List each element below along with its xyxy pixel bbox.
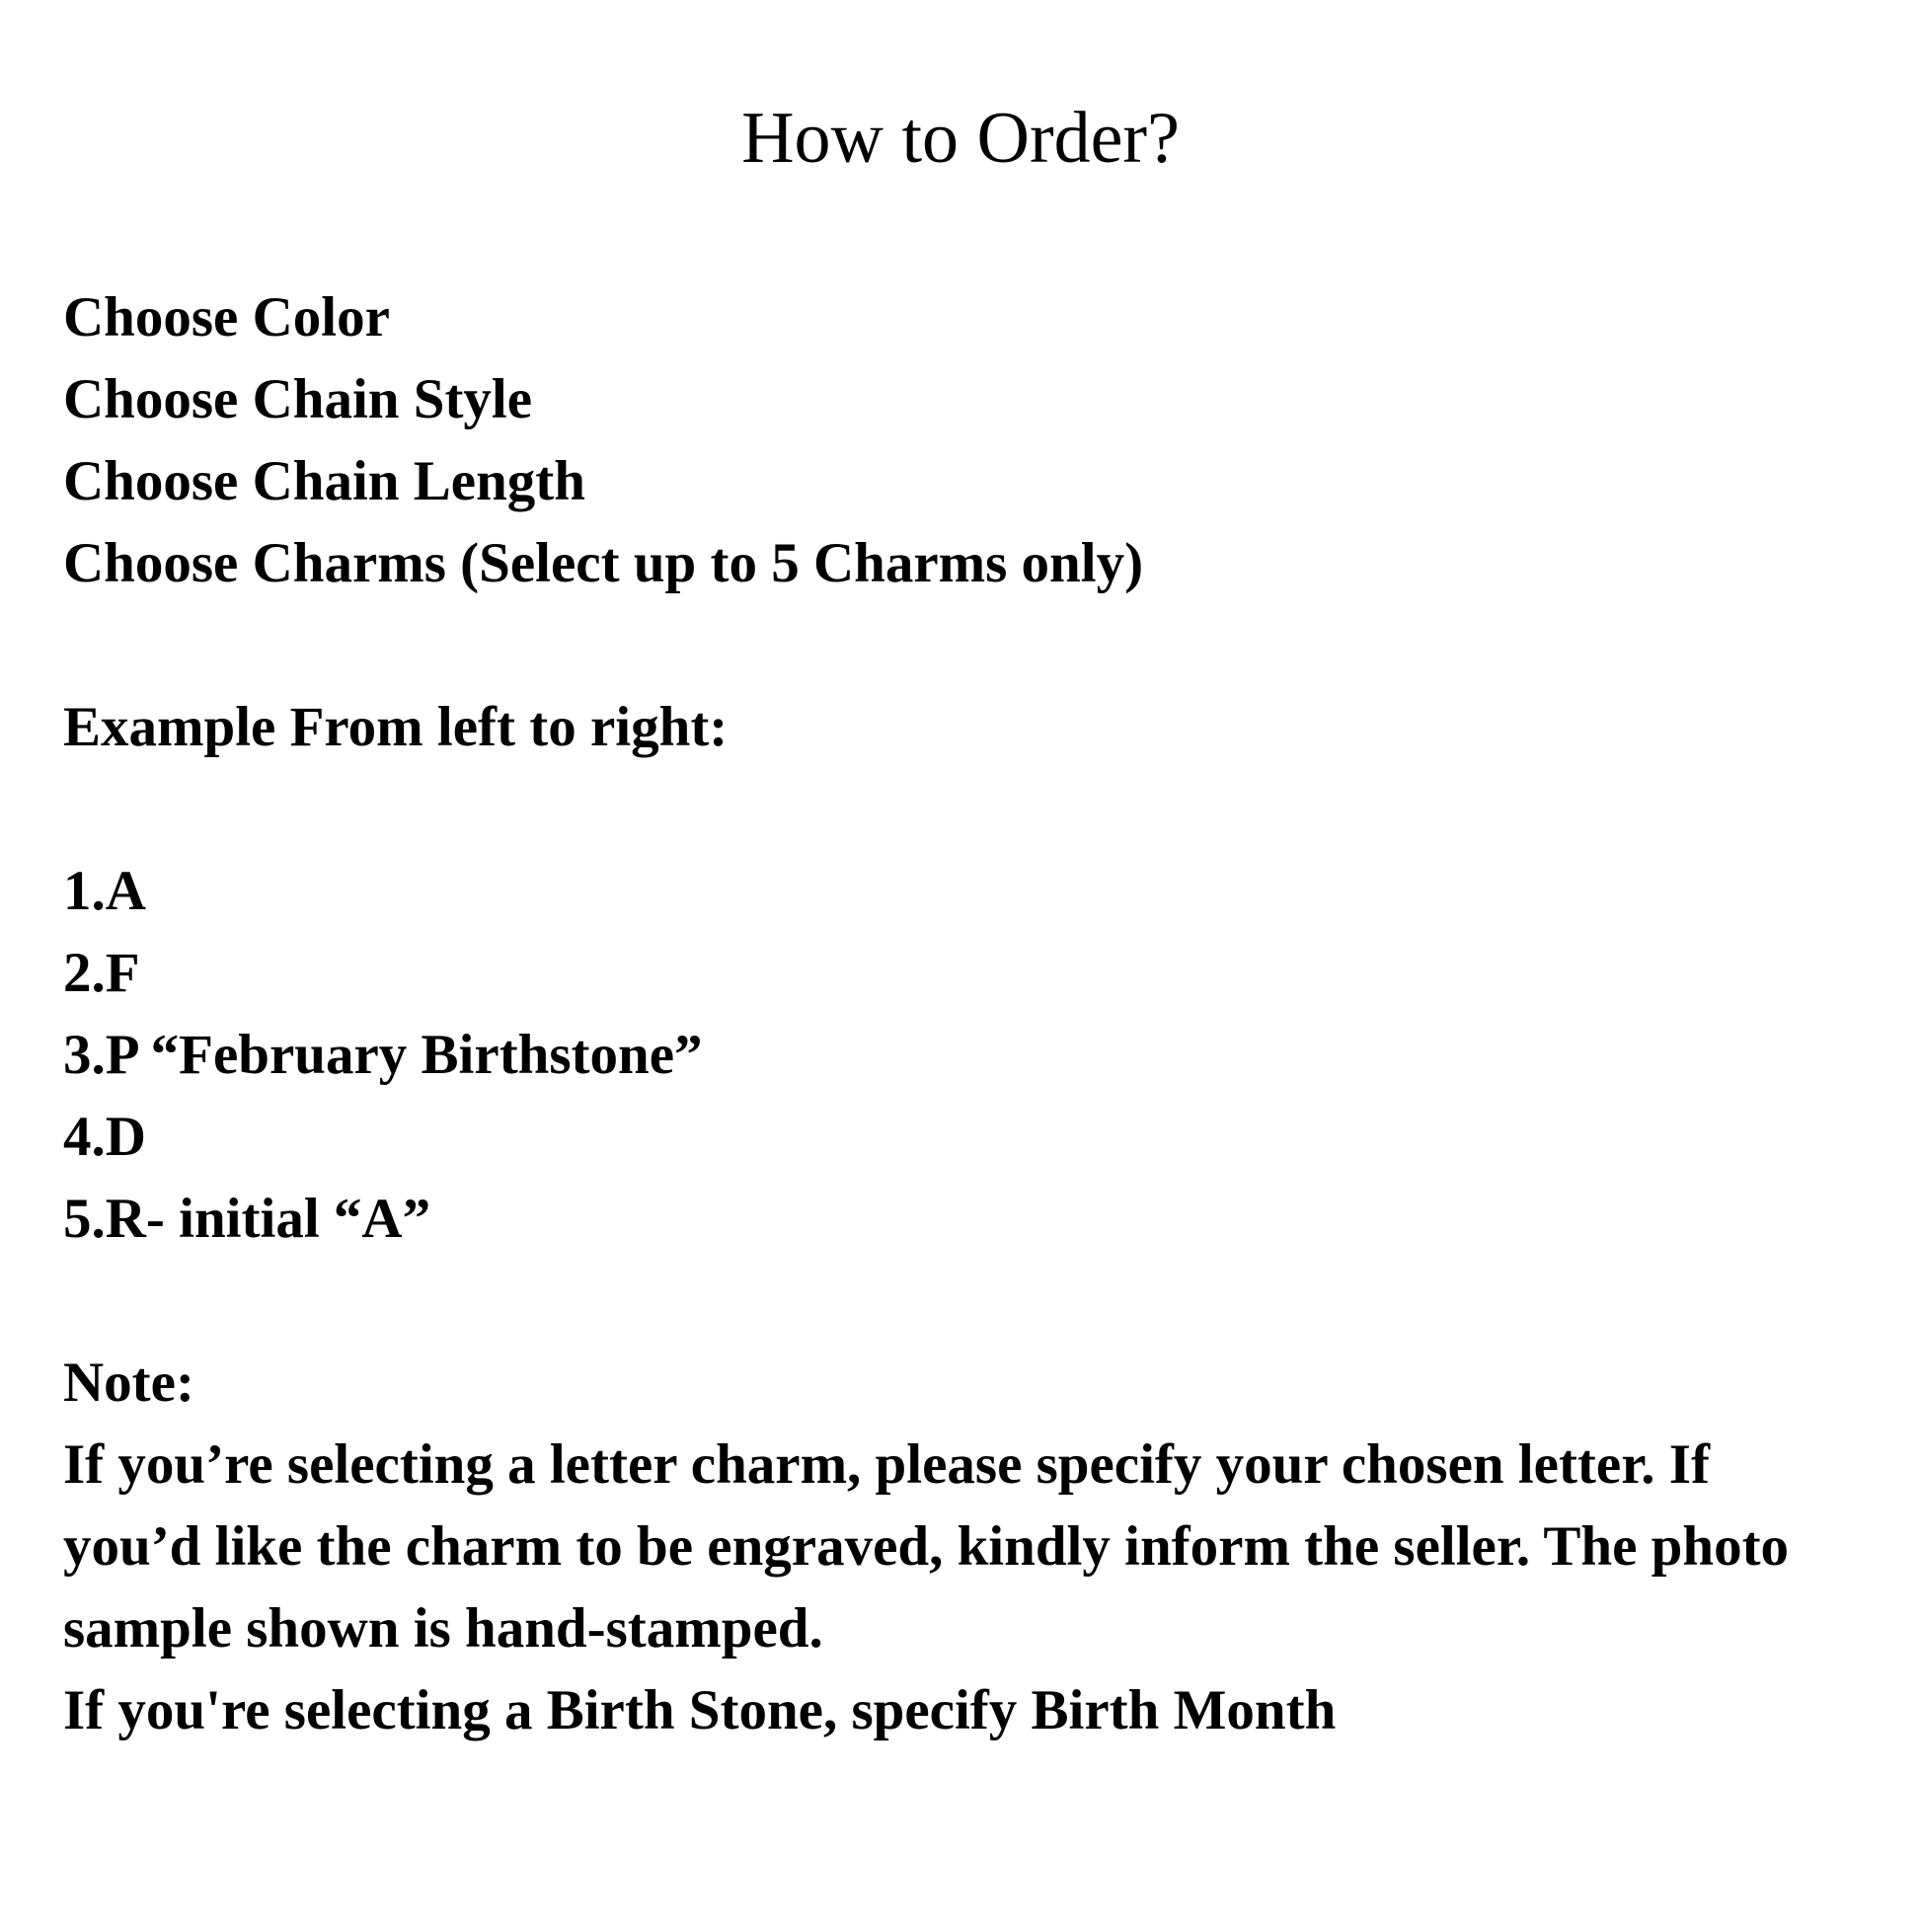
spacer [63,768,1880,850]
note-heading: Note: [63,1352,194,1414]
example-item: 5.R- initial “A” [63,1188,431,1250]
note-letter-charm: If you’re selecting a letter charm, please specify your chosen letter. If you’d like the charm to be engraved, kindly inform the seller. The photo sample shown is hand-stamped. [63,1433,1790,1660]
example-item: 1.A [63,860,146,922]
spacer [63,604,1880,686]
example-item: 3.P “February Birthstone” [63,1024,703,1086]
note-birth-stone: If you're selecting a Birth Stone, specify Birth Month [63,1679,1337,1741]
steps-list [63,276,1880,604]
spacer [63,1260,1880,1342]
step-choose-charms: Choose Charms (Select up to 5 Charms only) [63,532,1144,594]
example-list [63,850,1880,1260]
page-title: How to Order? [741,98,1180,179]
step-choose-color: Choose Color [63,286,390,348]
step-choose-chain-style: Choose Chain Style [63,368,533,430]
example-item: 2.F [63,942,140,1004]
example-item: 4.D [63,1106,146,1168]
note-section [63,1342,1880,1751]
example-heading: Example From left to right: [63,696,729,758]
step-choose-chain-length: Choose Chain Length [63,450,585,512]
order-instructions [63,276,1880,1751]
